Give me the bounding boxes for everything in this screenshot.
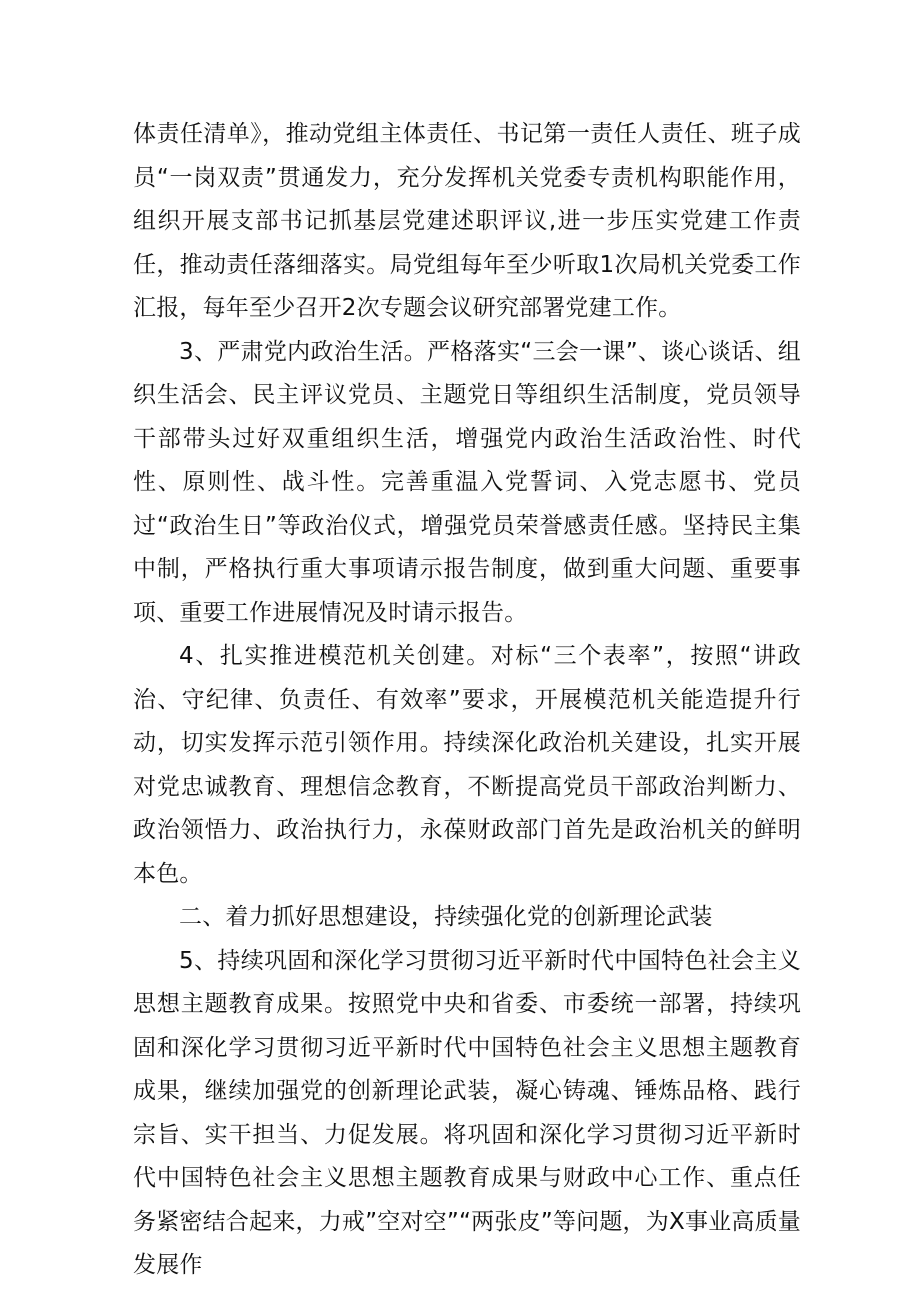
document-body [133,113,801,1288]
paragraph-item-3: 3、严肃党内政治生活。严格落实“三会一课”、谈心谈话、组织生活会、民主评议党员、主题党日等组织生活制度，党员领导干部带头过好双重组织生活，增强党内政治生活政治性、时代性、原则性、战斗性。完善重温入党誓词、入党志愿书、党员过“政治生日”等政治仪式，增强党员荣誉感责任感。坚持民主集中制，严格执行重大事项请示报告制度，做到重大问题、重要事项、重要工作进展情况及时请示报告。 [133,338,801,626]
paragraph-item-5: 5、持续巩固和深化学习贯彻习近平新时代中国特色社会主义思想主题教育成果。按照党中央和省委、市委统一部署，持续巩固和深化学习贯彻习近平新时代中国特色社会主义思想主题教育成果，继续加强党的创新理论武装，凝心铸魂、锤炼品格、践行宗旨、实干担当、力促发展。将巩固和深化学习贯彻习近平新时代中国特色社会主义思想主题教育成果与财政中心工作、重点任务紧密结合起来，力戒”空对空”“两张皮”等问题，为X事业高质量发展作 [133,947,801,1278]
section-heading: 二、着力抓好思想建设，持续强化党的创新理论武装 [179,904,713,930]
paragraph-item-4: 4、扎实推进模范机关创建。对标“三个表率”，按照“讲政治、守纪律、负责任、有效率”要求，开展模范机关能造提升行动，切实发挥示范引领作用。持续深化政治机关建设，扎实开展对党忠诚教育、理想信念教育，不断提高党员干部政治判断力、政治领悟力、政治执行力，永葆财政部门首先是政治机关的鲜明本色。 [133,643,801,887]
paragraph-continuation: 体责任清单》，推动党组主体责任、书记第一责任人责任、班子成员“一岗双责”贯通发力，充分发挥机关党委专责机构职能作用，组织开展支部书记抓基层党建述职评议,进一步压实党建工作责任，推动责任落细落实。局党组每年至少听取1次局机关党委工作汇报，每年至少召开2次专题会议研究部署党建工作。 [133,121,801,321]
